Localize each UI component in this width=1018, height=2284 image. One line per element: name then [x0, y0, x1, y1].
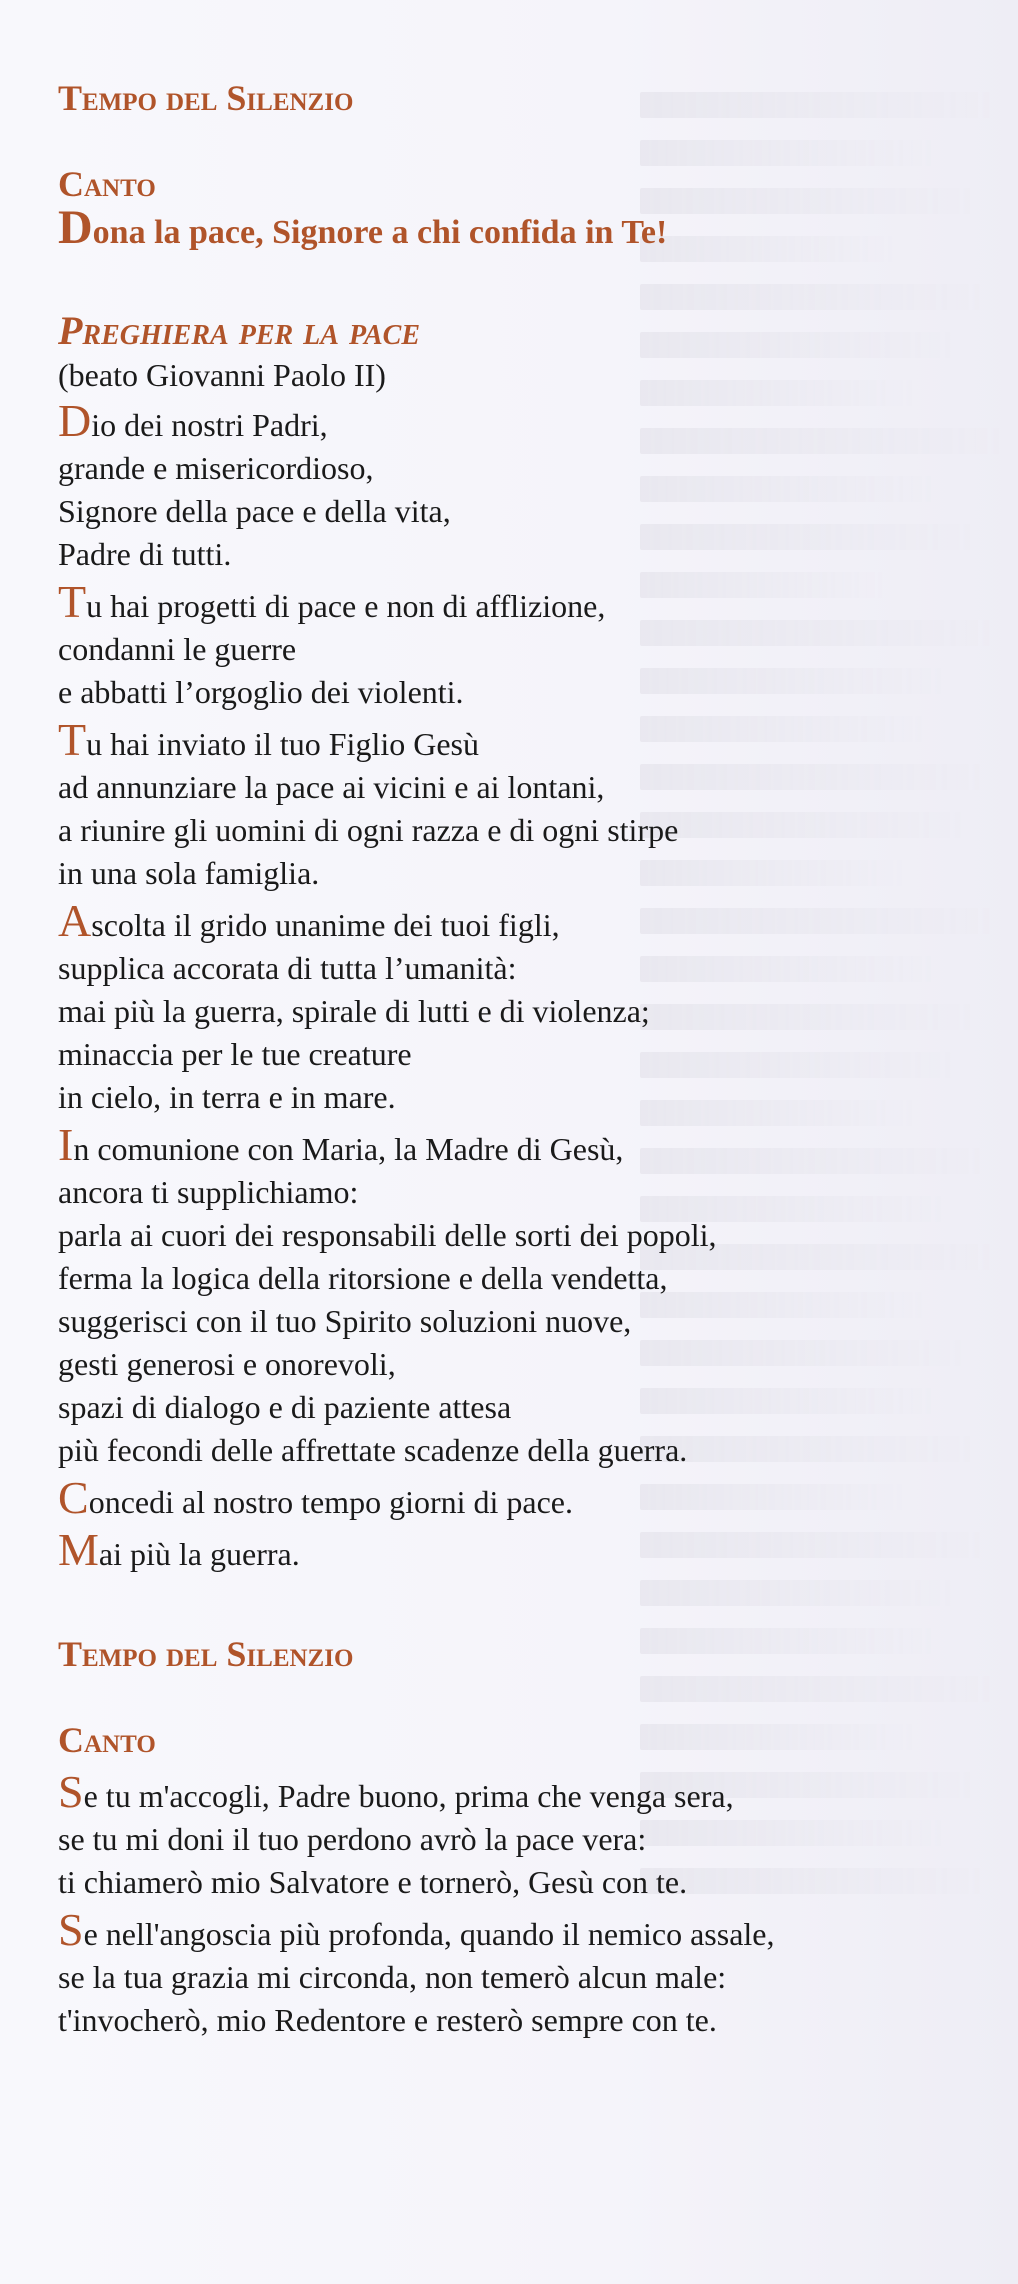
verse-text: più fecondi delle affrettate scadenze della guerra. [58, 1432, 688, 1468]
drop-cap: T [58, 576, 87, 627]
verse-line [58, 1257, 958, 1300]
verse-text: ad annunziare la pace ai vicini e ai lontani, [58, 769, 605, 805]
verse-text: u hai progetti di pace e non di afflizione, [86, 588, 606, 624]
prayer-stanzas [58, 395, 958, 1576]
verse-line [58, 1386, 958, 1429]
stanza [58, 1472, 958, 1524]
verse-line [58, 1300, 958, 1343]
stanza [58, 576, 958, 714]
stanza [58, 395, 958, 576]
verse-line [58, 395, 958, 447]
verse-text: suggerisci con il tuo Spirito soluzioni nuove, [58, 1303, 632, 1339]
verse-text: ti chiamerò mio Salvatore e tornerò, Gesù con te. [58, 1864, 688, 1900]
document-body [58, 70, 958, 2046]
verse-text: parla ai cuori dei responsabili delle sorti dei popoli, [58, 1217, 717, 1253]
verse-line [58, 671, 958, 714]
verse-text: a riunire gli uomini di ogni razza e di ogni stirpe [58, 812, 679, 848]
verse-line [58, 1766, 958, 1818]
verse-text: ferma la logica della ritorsione e della vendetta, [58, 1260, 668, 1296]
drop-cap: D [58, 395, 92, 446]
verse-line [58, 1999, 958, 2042]
verse-line [58, 628, 958, 671]
verse-line [58, 1119, 958, 1171]
verse-line [58, 1033, 958, 1076]
refrain-text: ona la pace, Signore a chi confida in Te! [92, 214, 668, 251]
verse-line [58, 1076, 958, 1119]
verse-text: n comunione con Maria, la Madre di Gesù, [73, 1131, 624, 1167]
verse-line [58, 714, 958, 766]
verse-line [58, 1861, 958, 1904]
verse-text: minaccia per le tue creature [58, 1036, 412, 1072]
verse-line [58, 1343, 958, 1386]
verse-line [58, 1429, 958, 1472]
verse-text: condanni le guerre [58, 631, 297, 667]
verse-text: e nell'angoscia più profonda, quando il nemico assale, [83, 1916, 775, 1952]
verse-text: gesti generosi e onorevoli, [58, 1346, 396, 1382]
verse-line [58, 1171, 958, 1214]
stanza [58, 714, 958, 895]
drop-cap: S [58, 1904, 84, 1955]
verse-text: u hai inviato il tuo Figlio Gesù [86, 726, 479, 762]
drop-cap: M [58, 1524, 99, 1575]
drop-cap: S [58, 1766, 84, 1817]
stanza [58, 1766, 958, 1904]
verse-line [58, 895, 958, 947]
verse-line [58, 576, 958, 628]
verse-line [58, 1956, 958, 1999]
verse-text: se tu mi doni il tuo perdono avrò la pace vera: [58, 1821, 647, 1857]
verse-text: supplica accorata di tutta l’umanità: [58, 950, 517, 986]
canto-label: Canto [58, 164, 156, 204]
drop-cap: C [58, 1472, 89, 1523]
verse-line [58, 1472, 958, 1524]
verse-line [58, 1524, 958, 1576]
refrain [58, 201, 958, 257]
song-stanzas [58, 1766, 958, 2042]
verse-text: spazi di dialogo e di paziente attesa [58, 1389, 512, 1425]
verse-line [58, 1904, 958, 1956]
verse-text: oncedi al nostro tempo giorni di pace. [88, 1484, 573, 1520]
section-header: Tempo del Silenzio [58, 78, 354, 118]
verse-text: e abbatti l’orgoglio dei violenti. [58, 674, 464, 710]
verse-text: scolta il grido unanime dei tuoi figli, [91, 907, 560, 943]
verse-text: mai più la guerra, spirale di lutti e di violenza; [58, 993, 650, 1029]
verse-text: t'invocherò, mio Redentore e resterò sempre con te. [58, 2002, 717, 2038]
verse-text: ancora ti supplichiamo: [58, 1174, 359, 1210]
drop-cap: I [58, 1119, 74, 1170]
verse-text: io dei nostri Padri, [91, 407, 328, 443]
drop-cap: A [58, 895, 92, 946]
verse-line [58, 766, 958, 809]
verse-text: in cielo, in terra e in mare. [58, 1079, 396, 1115]
drop-cap: T [58, 714, 87, 765]
verse-line [58, 852, 958, 895]
stanza [58, 1524, 958, 1576]
verse-line [58, 490, 958, 533]
verse-line [58, 1214, 958, 1257]
verse-text: ai più la guerra. [98, 1536, 300, 1572]
stanza [58, 1904, 958, 2042]
verse-text: se la tua grazia mi circonda, non temerò alcun male: [58, 1959, 727, 1995]
prayer-title: Preghiera per la pace [58, 308, 420, 353]
verse-text: Signore della pace e della vita, [58, 493, 451, 529]
verse-line [58, 1818, 958, 1861]
refrain-initial: D [58, 201, 93, 254]
stanza [58, 1119, 958, 1472]
verse-line [58, 533, 958, 576]
verse-text: in una sola famiglia. [58, 855, 320, 891]
prayer-subtitle: (beato Giovanni Paolo II) [58, 357, 386, 393]
verse-line [58, 947, 958, 990]
verse-line [58, 447, 958, 490]
verse-text: Padre di tutti. [58, 536, 232, 572]
verse-line [58, 990, 958, 1033]
verse-text: e tu m'accogli, Padre buono, prima che venga sera, [83, 1778, 734, 1814]
stanza [58, 895, 958, 1119]
verse-line [58, 809, 958, 852]
verse-text: grande e misericordioso, [58, 450, 374, 486]
section-header-2: Tempo del Silenzio [58, 1634, 354, 1674]
canto-label-2: Canto [58, 1720, 156, 1760]
